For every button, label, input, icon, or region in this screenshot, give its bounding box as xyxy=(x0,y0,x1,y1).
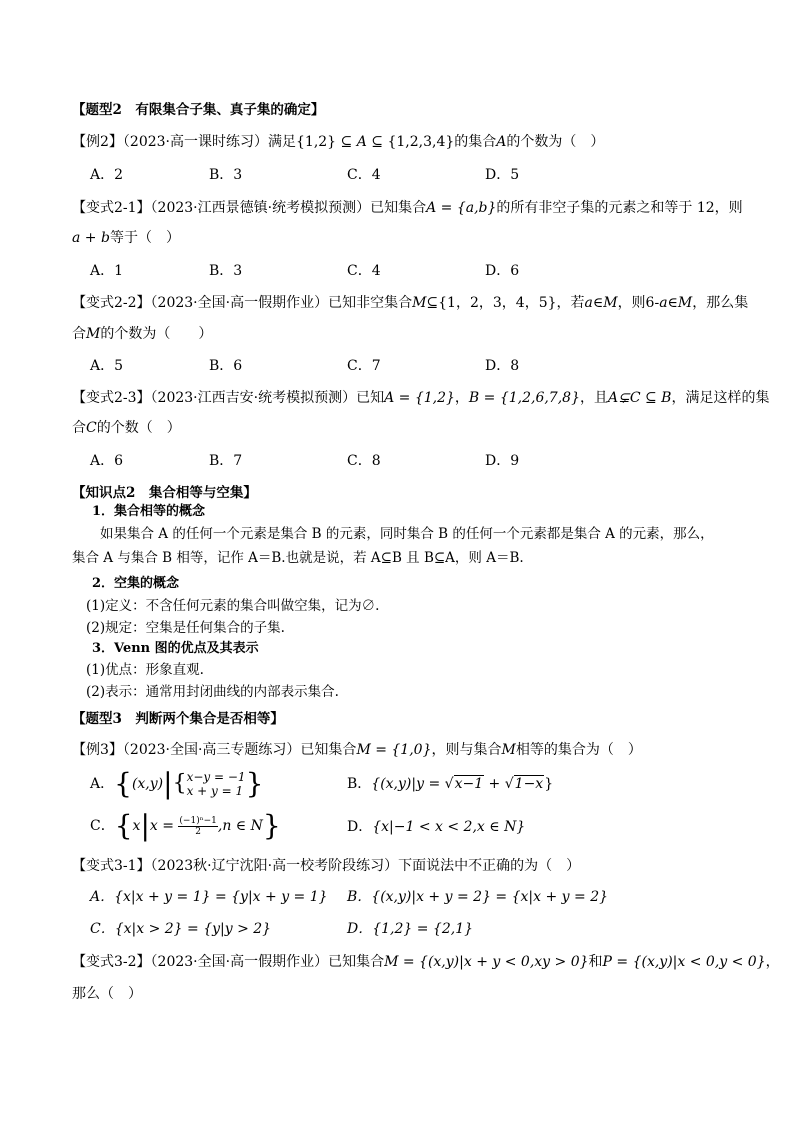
variant-2-3-line1 xyxy=(72,389,769,407)
knowledge-equality-line1: 如果集合 A 的任何一个元素是集合 B 的元素，同时集合 B 的任何一个元素都是集合 A 的元素，那么， xyxy=(100,526,714,542)
variant-2-1-suffix: 的所有非空子集的元素之和等于 12，则 xyxy=(496,200,743,216)
example-2-var-a2: A xyxy=(496,134,507,150)
variant-2-2-option-c: C．7 xyxy=(347,358,381,374)
variant-2-1-line1 xyxy=(72,199,743,217)
knowledge-venn-advantage: (1)优点：形象直观. xyxy=(86,662,204,678)
right-brace-icon-c: } xyxy=(262,809,281,842)
variant-3-2-end: ， xyxy=(765,954,780,970)
variant-3-2-m: M = {(x,y)|x + y < 0,xy > 0} xyxy=(384,954,589,970)
variant-3-1-option-d: D．{1,2} = {2,1} xyxy=(347,921,474,937)
example-3-option-b-plus: + xyxy=(484,776,505,792)
example-3-option-a-pair: (x,y) xyxy=(131,776,164,792)
knowledge-venn-representation: (2)表示：通常用封闭曲线的内部表示集合. xyxy=(86,684,339,700)
example-3-suffix: 相等的集合为（ ） xyxy=(515,742,642,758)
example-3-option-c-numerator: (−1)ⁿ−1 xyxy=(179,815,217,826)
left-brace-icon: { xyxy=(114,767,132,800)
variant-2-1-option-d: D．6 xyxy=(485,263,520,279)
example-3-option-a xyxy=(90,767,264,800)
variant-2-2-prefix: 【变式2-2】（2023·全国·高一假期作业）已知非空集合 xyxy=(72,295,413,311)
example-3-option-a-system xyxy=(187,770,246,798)
variant-2-2-option-b: B．6 xyxy=(209,358,243,374)
variant-2-1-option-a: A．1 xyxy=(90,263,124,279)
variant-2-3-a: A = {1,2} xyxy=(384,390,455,406)
section-header-knowledge2: 【知识点2 集合相等与空集】 xyxy=(72,485,257,501)
right-brace-icon: } xyxy=(245,767,264,800)
example-2-question xyxy=(72,133,604,151)
variant-2-3-option-d: D．9 xyxy=(485,453,520,469)
variant-2-1-prefix: 【变式2-1】（2023·江西景德镇·统考模拟预测）已知集合 xyxy=(72,200,427,216)
left-brace-icon-c: { xyxy=(114,809,133,842)
example-3-mid: ，则与集合 xyxy=(431,742,502,758)
variant-2-2-option-d: D．8 xyxy=(485,358,520,374)
variant-2-1-expr: a + b xyxy=(72,230,110,246)
variant-2-2-line2-m: M xyxy=(86,326,101,342)
knowledge-title-equality: 1．集合相等的概念 xyxy=(92,504,206,519)
example-3-option-c-denominator: 2 xyxy=(195,826,202,837)
vertical-bar-icon: | xyxy=(163,767,173,800)
sqrt-icon: √ xyxy=(444,776,454,792)
variant-2-2-am2: a∈M xyxy=(659,295,693,311)
example-2-option-a: A．2 xyxy=(90,167,124,183)
section-header-type2: 【题型2 有限集合子集、真子集的确定】 xyxy=(72,102,325,118)
example-2-suffix: 的集合 xyxy=(454,134,497,150)
variant-2-2-m: M xyxy=(412,295,427,311)
example-3-option-a-eq2: x + y = 1 xyxy=(186,784,244,798)
variant-3-2-prefix: 【变式3-2】（2023·全国·高一假期作业）已知集合 xyxy=(72,954,385,970)
variant-2-3-option-a: A．6 xyxy=(90,453,124,469)
variant-3-1-option-c: C．{x|x > 2} = {y|y > 2} xyxy=(90,921,272,937)
variant-2-2-am: a∈M xyxy=(584,295,618,311)
example-2-option-d: D．5 xyxy=(485,167,520,183)
example-3-option-d-label: D． xyxy=(347,819,373,835)
variant-2-3-c: C xyxy=(86,420,97,436)
example-2-option-c: C．4 xyxy=(347,167,381,183)
example-3-option-c-eq: x = xyxy=(149,818,179,834)
section-header-type3: 【题型3 判断两个集合是否相等】 xyxy=(72,711,284,727)
variant-2-2-line1 xyxy=(72,294,748,312)
example-3-question xyxy=(72,741,642,759)
variant-2-2-suffix: ，那么集 xyxy=(692,295,749,311)
example-2-tail: 的个数为（ ） xyxy=(506,134,605,150)
sqrt-icon-2: √ xyxy=(504,776,514,792)
variant-2-1-option-b: B．3 xyxy=(209,263,243,279)
variant-2-3-prefix: 【变式2-3】（2023·江西吉安·统考模拟预测）已知 xyxy=(72,390,385,406)
example-2-prefix: 【例2】（2023·高一课时练习）满足 xyxy=(72,134,296,150)
example-3-option-a-label: A． xyxy=(90,776,115,792)
variant-2-1-line2 xyxy=(72,229,180,247)
example-3-option-c xyxy=(90,809,281,842)
knowledge-title-empty-set: 2．空集的概念 xyxy=(92,576,180,591)
example-3-option-c-fraction xyxy=(178,816,217,837)
variant-3-1-question: 【变式3-1】（2023秋·辽宁沈阳·高一校考阶段练习）下面说法中不正确的为（ ） xyxy=(72,858,581,874)
example-2-subset: ⊆ {1,2,3,4} xyxy=(366,134,455,150)
example-3-option-b-radicand2: 1−x xyxy=(514,776,544,792)
variant-2-3-option-b: B．7 xyxy=(209,453,243,469)
variant-2-3-b: B = {1,2,6,7,8} xyxy=(468,390,580,406)
variant-2-2-line2 xyxy=(72,325,212,343)
example-3-option-c-label: C． xyxy=(90,818,115,834)
example-3-m: M xyxy=(501,742,516,758)
example-3-option-c-tail: ,n ∈ N xyxy=(217,818,263,834)
example-3-option-d-text: {x|−1 < x < 2,x ∈ N} xyxy=(372,819,526,835)
example-3-option-a-eq1: x−y = −1 xyxy=(186,770,246,784)
variant-2-3-line2-prefix: 合 xyxy=(72,420,86,436)
example-3-option-d xyxy=(347,818,525,836)
example-3-option-b-label: B． xyxy=(347,776,372,792)
example-3-option-c-x: x xyxy=(132,818,141,834)
example-3-option-b-text: {(x,y)|y = xyxy=(371,776,445,792)
variant-2-1-option-c: C．4 xyxy=(347,263,381,279)
knowledge-empty-set-definition: (1)定义：不含任何元素的集合叫做空集，记为∅. xyxy=(86,598,380,614)
variant-2-3-suffix: ，满足这样的集 xyxy=(671,390,770,406)
example-3-option-b xyxy=(347,775,553,793)
variant-2-3-line2-suffix: 的个数（ ） xyxy=(96,420,181,436)
variant-2-2-line2-suffix: 的个数为（ ） xyxy=(100,326,213,342)
variant-3-2-p: P = {(x,y)|x < 0,y < 0} xyxy=(602,954,766,970)
system-brace-icon: { xyxy=(172,771,187,796)
variant-2-2-option-a: A．5 xyxy=(90,358,124,374)
variant-3-2-and: 和 xyxy=(588,954,603,970)
vertical-bar-icon-c: | xyxy=(140,809,150,842)
variant-3-1-option-b: B．{(x,y)|x + y = 2} = {x|x + y = 2} xyxy=(347,889,609,905)
variant-3-1-option-a: A．{x|x + y = 1} = {y|x + y = 1} xyxy=(90,889,328,905)
variant-2-3-mid: ，且 xyxy=(579,390,608,406)
variant-2-2-mid: ⊆{1，2，3，4，5}，若 xyxy=(426,295,585,311)
variant-2-3-comma: ， xyxy=(454,390,469,406)
variant-2-3-option-c: C．8 xyxy=(347,453,381,469)
example-3-option-b-end: } xyxy=(544,776,554,792)
knowledge-equality-line2: 集合 A 与集合 B 相等，记作 A＝B.也就是说，若 A⊆B 且 B⊆A，则 A＝B. xyxy=(72,550,524,566)
variant-2-1-line2-suffix: 等于（ ） xyxy=(109,230,180,246)
example-3-option-b-radicand1: x−1 xyxy=(454,776,484,792)
variant-3-2-line1 xyxy=(72,953,780,971)
variant-2-3-line2 xyxy=(72,419,181,437)
variant-2-3-rel: A⊊C ⊆ B xyxy=(607,390,672,406)
knowledge-title-venn: 3．Venn 图的优点及其表示 xyxy=(92,641,259,656)
example-3-prefix: 【例3】（2023·全国·高三专题练习）已知集合 xyxy=(72,742,357,758)
example-2-var-a: A xyxy=(356,134,367,150)
variant-2-2-mid2: ，则6- xyxy=(617,295,660,311)
example-2-set12: {1,2} ⊆ xyxy=(296,134,357,150)
variant-3-2-line2: 那么（ ） xyxy=(72,986,142,1002)
variant-2-1-set: A = {a,b} xyxy=(426,200,497,216)
example-2-option-b: B．3 xyxy=(209,167,243,183)
example-3-set: M = {1,0} xyxy=(356,742,432,758)
variant-2-2-line2-prefix: 合 xyxy=(72,326,86,342)
knowledge-empty-set-rule: (2)规定：空集是任何集合的子集. xyxy=(86,620,285,636)
